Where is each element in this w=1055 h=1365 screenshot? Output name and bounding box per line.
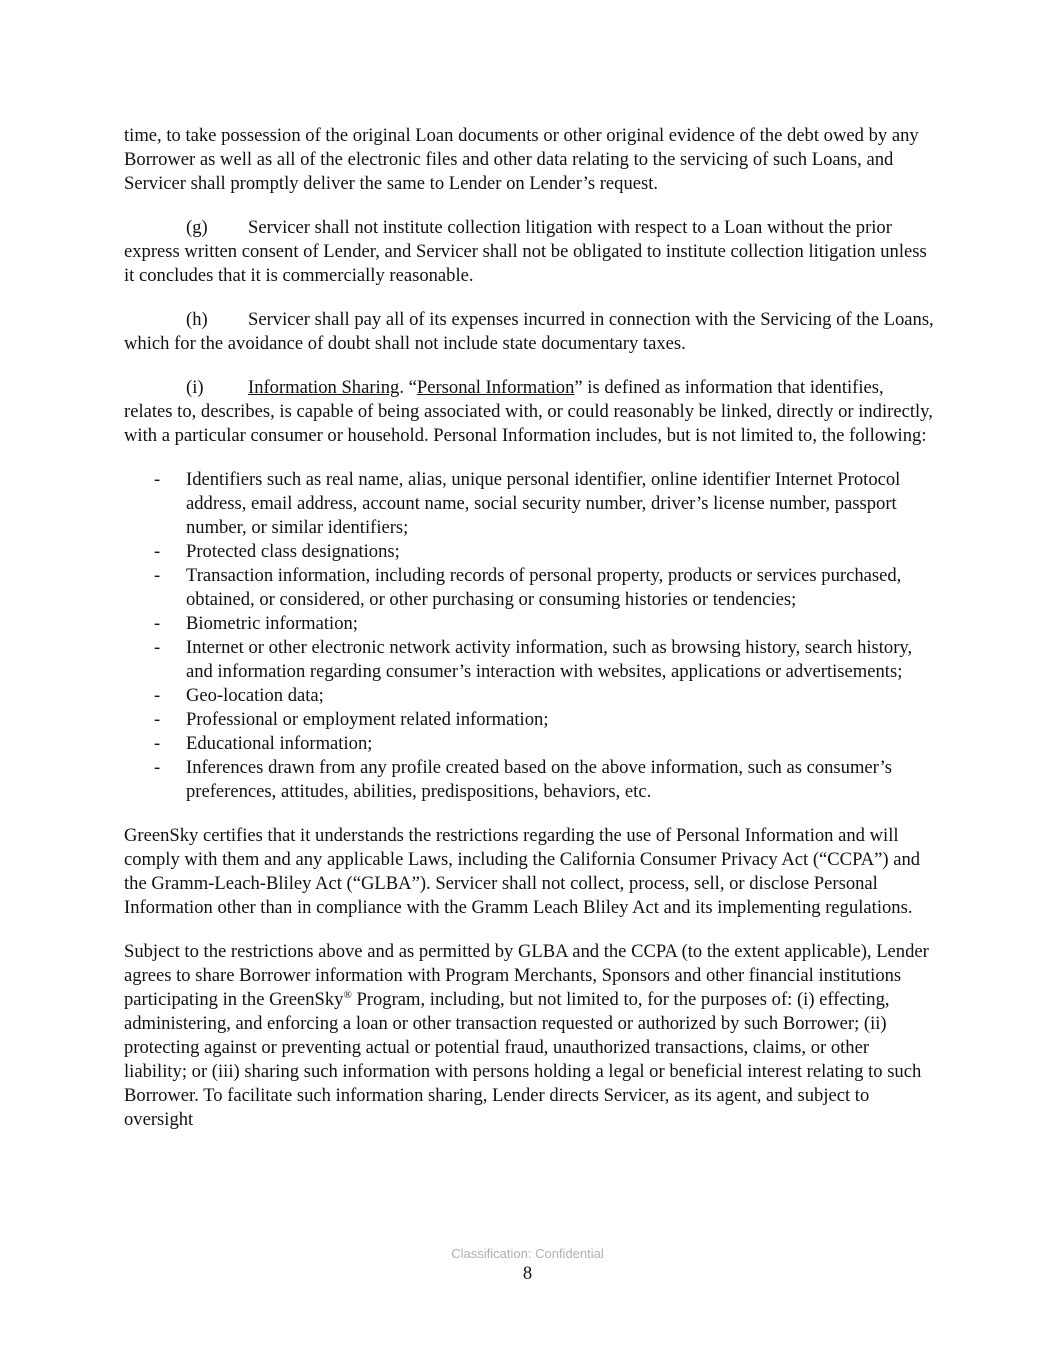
list-item [124, 468, 934, 540]
list-item-text: Identifiers such as real name, alias, unique personal identifier, online identifier Internet Protocol address, email address, account name, social security number, driver’s license number, passport number, or similar identifiers; [186, 469, 901, 538]
list-dash: - [154, 733, 161, 754]
list-dash: - [154, 613, 161, 634]
list-item-text: Biometric information; [186, 613, 358, 634]
list-dash: - [154, 541, 161, 562]
paragraph-i-text: ” is defined as information that identifies, relates to, describes, is capable of being associated with, or could reasonably be linked, directly or indirectly, with a particular consumer or household. Personal Information includes, but is not limited to, the following: [124, 377, 933, 446]
list-dash: - [154, 685, 161, 706]
list-item-text: Geo-location data; [186, 685, 324, 706]
section-heading-information-sharing: Information Sharing [248, 377, 400, 398]
list-item-text: Transaction information, including records of personal property, products or services purchased, obtained, or considered, or other purchasing or consuming histories or tendencies; [186, 565, 902, 610]
paragraph-i-number: (i) [186, 377, 204, 398]
list-item-text: Internet or other electronic network activity information, such as browsing history, search history, and information regarding consumer’s interaction with websites, applications or advertisements; [186, 637, 913, 682]
list-item-text: Inferences drawn from any profile created based on the above information, such as consumer’s preferences, attitudes, abilities, predispositions, behaviors, etc. [186, 757, 892, 802]
paragraph-g [124, 216, 934, 288]
paragraph-i [124, 376, 934, 448]
paragraph-g-text: Servicer shall not institute collection litigation with respect to a Loan without the prior express written consent of Lender, and Servicer shall not be obligated to institute collection litigation unless it concludes that it is commercially reasonable. [124, 217, 927, 286]
list-item [124, 684, 934, 708]
list-item [124, 708, 934, 732]
paragraph-g-number: (g) [186, 217, 208, 238]
list-item-text: Educational information; [186, 733, 373, 754]
list-dash: - [154, 757, 161, 778]
classification-label: Classification: Confidential [451, 1246, 604, 1261]
heading-separator: . “ [399, 377, 417, 398]
list-item [124, 636, 934, 684]
paragraph-continued: time, to take possession of the original Loan documents or other original evidence of the debt owed by any Borrower as well as all of the electronic files and other data relating to the servicing of such Loans, and Servicer shall promptly deliver the same to Lender on Lender’s request. [124, 125, 919, 194]
list-dash: - [154, 637, 161, 658]
defined-term-personal-information: Personal Information [416, 377, 575, 398]
paragraph-information-sharing-purposes [124, 940, 934, 1132]
list-item [124, 732, 934, 756]
paragraph-h-text: Servicer shall pay all of its expenses incurred in connection with the Servicing of the Loans, which for the avoidance of doubt shall not include state documentary taxes. [124, 309, 934, 354]
list-item [124, 540, 934, 564]
paragraph-h-number: (h) [186, 309, 208, 330]
paragraph-h [124, 308, 934, 356]
paragraph-subject-part2: Program, including, but not limited to, for the purposes of: (i) effecting, administering, and enforcing a loan or other transaction requested or authorized by such Borrower; (ii) protecting against or preventing actual or potential fraud, unauthorized transactions, claims, or other liability; or (iii) sharing such information with persons holding a legal or beneficial interest relating to such Borrower. To facilitate such information sharing, Lender directs Servicer, as its agent, and subject to oversight [124, 989, 922, 1130]
registered-mark: ® [343, 988, 352, 1001]
page-number: 8 [522, 1263, 533, 1284]
list-item-text: Protected class designations; [186, 541, 400, 562]
list-item-text: Professional or employment related information; [186, 709, 549, 730]
paragraph-greensky-certification: GreenSky certifies that it understands the restrictions regarding the use of Personal Information and will comply with them and any applicable Laws, including the California Consumer Privacy Act (“CCPA”) and the Gramm-Leach-Bliley Act (“GLBA”). Servicer shall not collect, process, sell, or disclose Personal Information other than in compliance with the Gramm Leach Bliley Act and its implementing regulations. [124, 825, 921, 918]
list-item [124, 564, 934, 612]
list-dash: - [154, 565, 161, 586]
list-item [124, 612, 934, 636]
personal-information-list [124, 468, 934, 804]
list-item [124, 756, 934, 804]
list-dash: - [154, 469, 161, 490]
list-dash: - [154, 709, 161, 730]
paragraph-subject-part1: Subject to the restrictions above and as permitted by GLBA and the CCPA (to the extent applicable), Lender agrees to share Borrower information with Program Merchants, Sponsors and other financial institutions participating in the GreenSky [124, 941, 929, 1010]
document-body [124, 124, 934, 1132]
